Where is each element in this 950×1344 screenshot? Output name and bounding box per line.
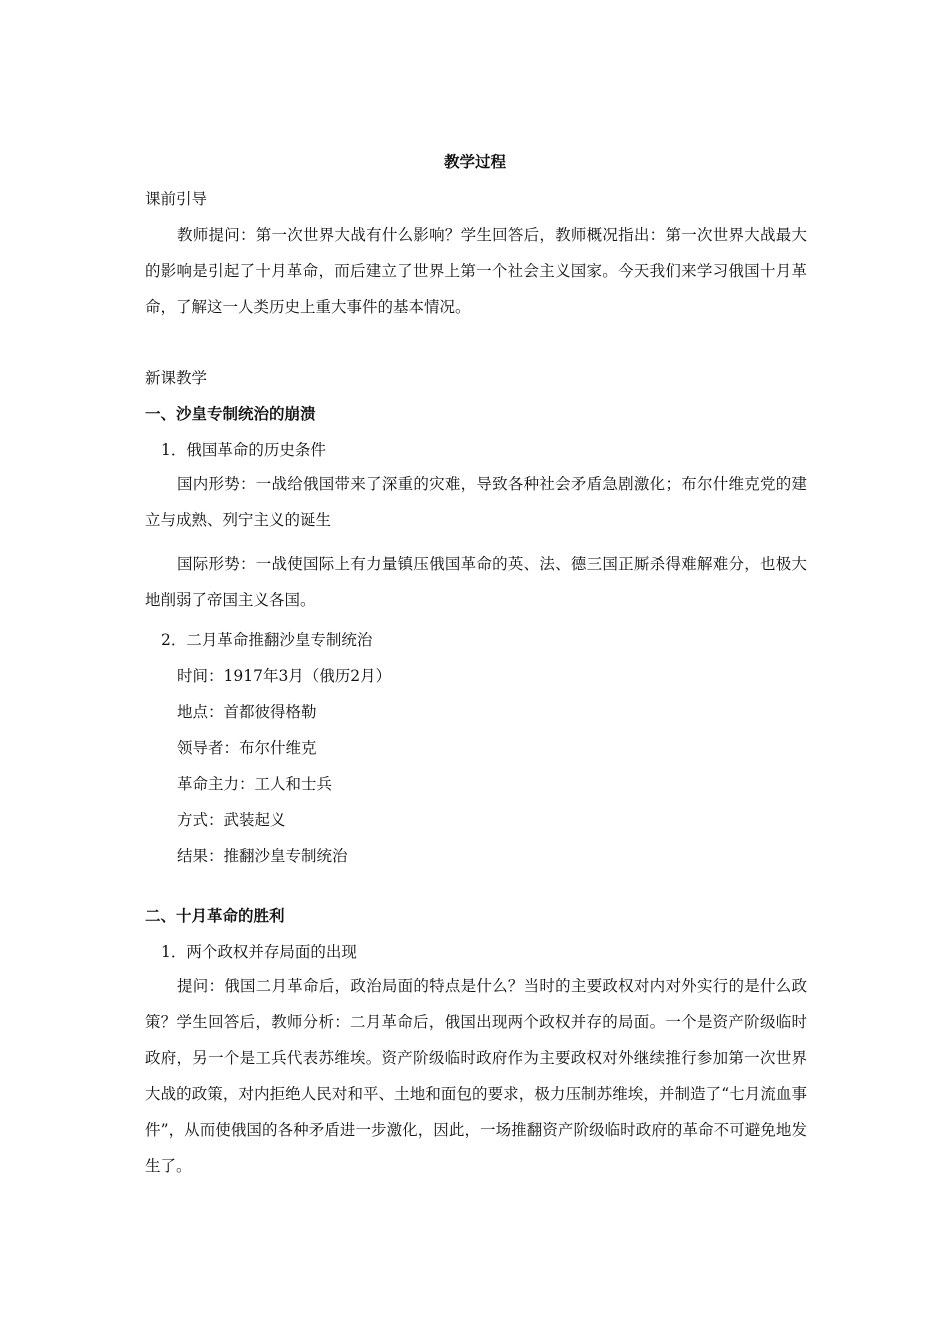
section-1-item-1: 1．俄国革命的历史条件 [161,441,326,459]
fact-time: 时间：1917年3月（俄历2月） [177,667,392,685]
section-1-heading: 一、沙皇专制统治的崩溃 [145,404,316,423]
section-2-heading: 二、十月革命的胜利 [145,906,285,925]
international-situation: 国际形势：一战使国际上有力量镇压俄国革命的英、法、德三国正厮杀得难解难分，也极大地削弱了帝国主义各国。 [145,555,807,609]
fact-main-force: 革命主力：工人和士兵 [177,775,333,793]
new-lesson-heading: 新课教学 [145,369,208,387]
intro-paragraph: 教师提问：第一次世界大战有什么影响？学生回答后，教师概况指出：第一次世界大战最大的影响是引起了十月革命，而后建立了世界上第一个社会主义国家。今天我们来学习俄国十月革命，了解这一人类历史上重大事件的基本情况。 [145,226,807,316]
domestic-situation: 国内形势：一战给俄国带来了深重的灾难，导致各种社会矛盾急剧激化；布尔什维克党的建立与成熟、列宁主义的诞生 [145,475,807,529]
intro-heading: 课前引导 [145,190,208,208]
page-title: 教学过程 [443,152,506,171]
section-2-paragraph: 提问：俄国二月革命后，政治局面的特点是什么？当时的主要政权对内对外实行的是什么政策？学生回答后，教师分析：二月革命后，俄国出现两个政权并存的局面。一个是资产阶级临时政府，另一个是工兵代表苏维埃。资产阶级临时政府作为主要政权对外继续推行参加第一次世界大战的政策，对内拒绝人民对和平、土地和面包的要求，极力压制苏维埃，并制造了“七月流血事件”，从而使俄国的各种矛盾进一步激化，因此，一场推翻资产阶级临时政府的革命不可避免地发生了。 [145,977,807,1175]
section-1-item-2: 2．二月革命推翻沙皇专制统治 [161,631,373,649]
fact-method: 方式：武装起义 [177,811,286,829]
section-2-item-1: 1．两个政权并存局面的出现 [161,943,357,961]
fact-result: 结果：推翻沙皇专制统治 [177,847,348,865]
fact-place: 地点：首都彼得格勒 [177,703,317,721]
fact-leader: 领导者：布尔什维克 [177,739,317,757]
